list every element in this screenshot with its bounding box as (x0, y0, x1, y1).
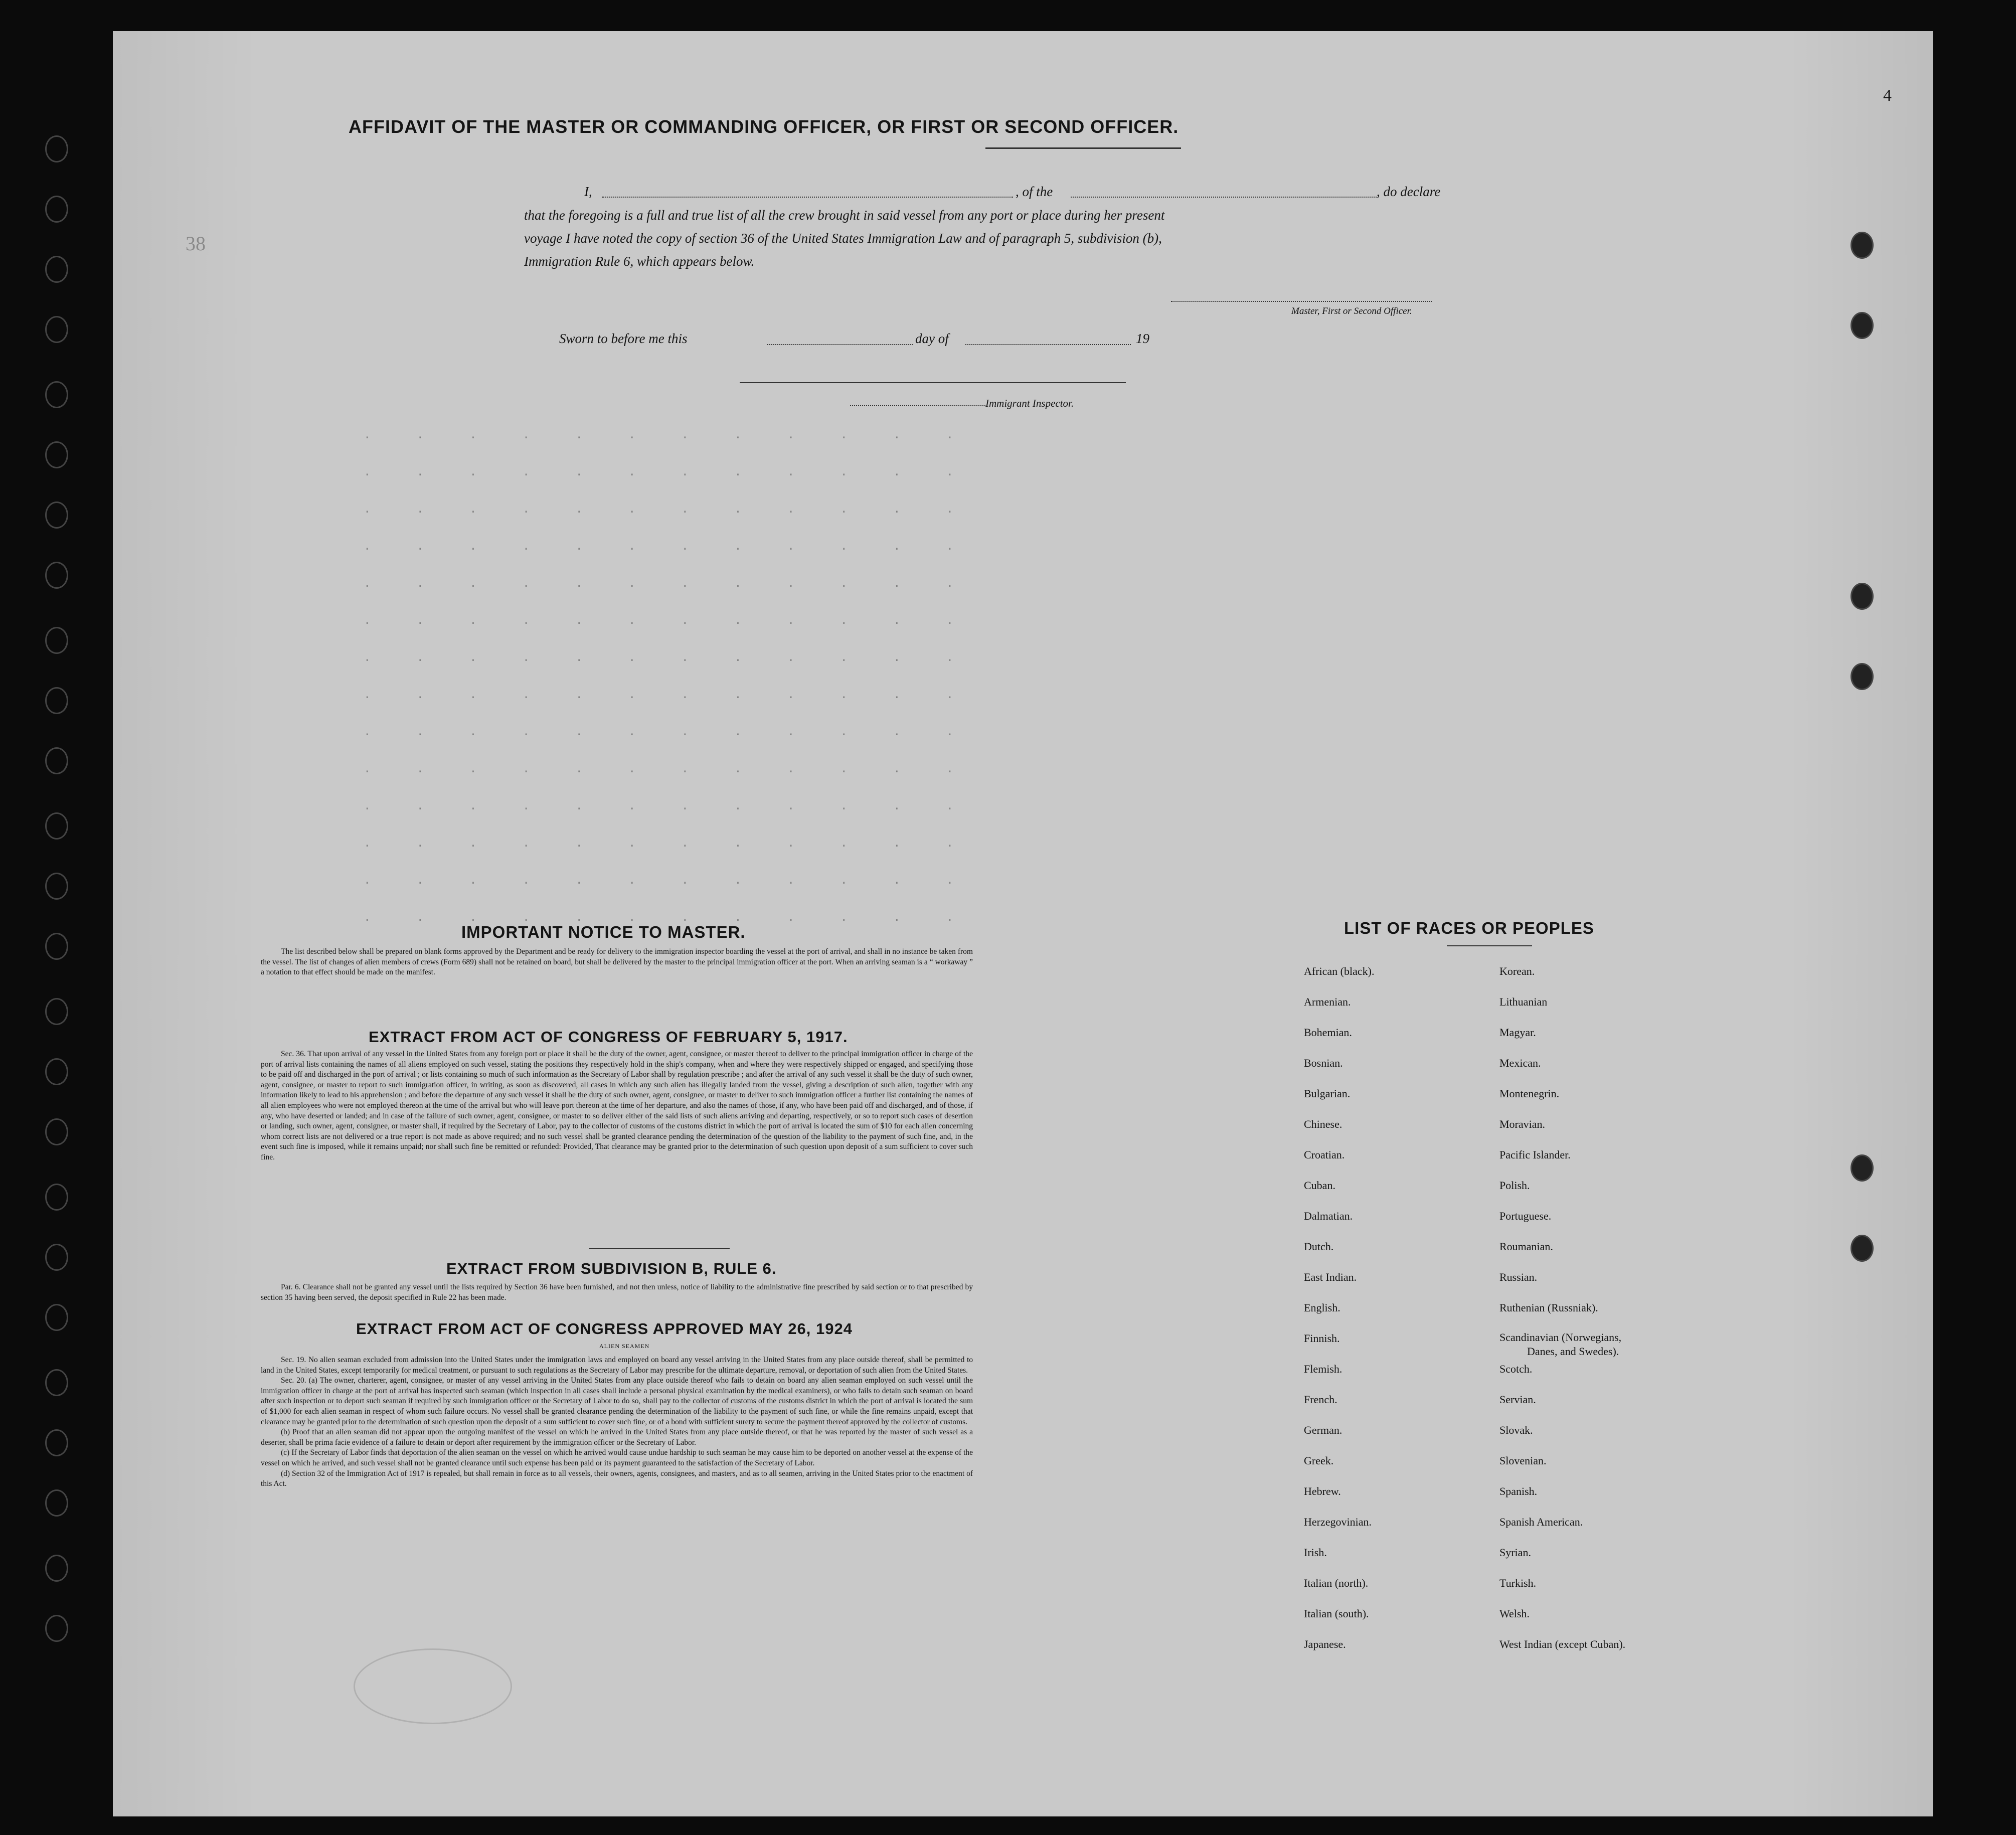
affidavit-of-the: , of the (1016, 184, 1053, 199)
race-entry: Syrian. (1499, 1546, 1531, 1559)
binder-hole (45, 256, 68, 283)
races-right-column (1499, 964, 1625, 1667)
binder-hole (45, 562, 68, 589)
race-entry: Irish. (1304, 1546, 1327, 1559)
binder-hole (45, 873, 68, 900)
binder-hole (45, 747, 68, 774)
binder-hole (45, 1184, 68, 1211)
race-entry: French. (1304, 1393, 1337, 1406)
binder-hole (45, 316, 68, 343)
extract-rule6-body (261, 1282, 973, 1303)
inspector-caption: Immigrant Inspector. (985, 397, 1074, 409)
alien-seamen-subtitle: ALIEN SEAMEN (599, 1343, 650, 1350)
race-entry: West Indian (except Cuban). (1499, 1638, 1626, 1650)
vessel-blank (1071, 197, 1377, 198)
sworn-year: 19 (1136, 331, 1149, 346)
section-divider (589, 1248, 730, 1249)
races-title: LIST OF RACES OR PEOPLES (1344, 919, 1594, 937)
par6-text: Par. 6. Clearance shall not be granted any vessel until the lists required by Section 36 have been furnished, and not then unless, notice of liability to the administrative fine prescribed by said section or to that prescribed by section 35 having been served, the deposit specified in Rule 22 has been made. (261, 1283, 973, 1302)
race-entry: Cuban. (1304, 1179, 1335, 1192)
binder-hole (45, 627, 68, 654)
race-entry: Italian (north). (1304, 1577, 1369, 1589)
signature-caption: Master, First or Second Officer. (1291, 306, 1412, 316)
race-entry: Mexican. (1499, 1057, 1541, 1069)
notice-text: The list described below shall be prepared on blank forms approved by the Department and be ready for delivery to the immigration inspector boarding the vessel at the port of arrival, and shall in no instance be taken from the vessel. The list of changes of alien members of crews (Form 689) shall not be retained on board, but shall be delivered by the master to the principal immigration officer at the port. When an arriving seaman is a “ workaway ” a notation to that effect should be made on the manifest. (261, 947, 973, 977)
race-entry: Lithuanian (1499, 995, 1548, 1008)
punch-hole (1851, 232, 1874, 259)
binder-hole (45, 196, 68, 223)
binder-hole (45, 933, 68, 960)
race-entry: English. (1304, 1301, 1340, 1314)
race-entry: Bulgarian. (1304, 1087, 1351, 1100)
punch-hole (1851, 1154, 1874, 1182)
race-entry: Armenian. (1304, 995, 1351, 1008)
race-entry: Russian. (1499, 1271, 1538, 1283)
race-entry: Turkish. (1499, 1577, 1537, 1589)
punch-hole (1851, 1235, 1874, 1262)
notice-title: IMPORTANT NOTICE TO MASTER. (461, 923, 746, 941)
extract-rule6-title: EXTRACT FROM SUBDIVISION B, RULE 6. (446, 1260, 777, 1277)
races-left-column (1304, 964, 1374, 1667)
race-entry: Welsh. (1499, 1607, 1530, 1620)
race-entry: Pacific Islander. (1499, 1148, 1571, 1161)
sec20c-text: (c) If the Secretary of Labor finds that deportation of the alien seaman on the vessel on which he arrived would cause undue hardship to such seaman he may cause him to be deported on another vessel at the expense of the vessel on which he arrived, and such vessel shall not be granted clearance until such expense has been paid or its payment guaranteed to the satisfaction of the Secretary of Labor. (261, 1448, 973, 1467)
sworn-prefix: Sworn to before me this (559, 331, 688, 346)
race-entry: Polish. (1499, 1179, 1530, 1192)
signature-line (1171, 301, 1432, 302)
binder-hole (45, 1555, 68, 1582)
race-entry: Finnish. (1304, 1332, 1340, 1345)
race-entry: Chinese. (1304, 1118, 1342, 1130)
notice-body (261, 947, 973, 978)
race-entry: Korean. (1499, 965, 1535, 977)
race-entry: Spanish. (1499, 1485, 1538, 1497)
affidavit-statement-1: that the foregoing is a full and true list of all the crew brought in said vessel from any port or place during her present (524, 208, 1165, 223)
binder-hole (45, 441, 68, 468)
race-entry: German. (1304, 1424, 1342, 1436)
divider-line (740, 382, 1126, 383)
sec20b-text: (b) Proof that an alien seaman did not appear upon the outgoing manifest of the vessel on which he arrived in the United States from any place outside thereof, or that he was reported by the master of such vessel as a deserter, shall be prima facie evidence of a failure to detain or deport after requirement by the immigration officer or the Secretary of Labor. (261, 1428, 973, 1447)
race-entry: African (black). (1304, 965, 1375, 977)
race-entry-continuation: Danes, and Swedes). (1527, 1345, 1619, 1358)
binder-hole (45, 1369, 68, 1396)
extract-1924-body (261, 1355, 973, 1489)
binder-hole (45, 1244, 68, 1271)
race-entry: Bosnian. (1304, 1057, 1343, 1069)
affidavit-statement-2: voyage I have noted the copy of section 36 of the United States Immigration Law and of paragraph 5, subdivision (b), (524, 231, 1162, 246)
race-entry: Servian. (1499, 1393, 1536, 1406)
sec36-text: Sec. 36. That upon arrival of any vessel in the United States from any foreign port or place it shall be the duty of the owner, agent, consignee, or master thereof to deliver to the principal immigration officer in charge of the port of arrival lists containing the names of all aliens employed on such vessel, stating the positions they respectively hold in the ship's company, when and where they were respectively shipped or engaged, and specifying those to be paid off and discharged in the port of arrival ; or lists containing so much of such information as the Secretary of Labor shall by regulation prescribe ; and after the arrival of any such vessel it shall be the duty of such owner, agent, consignee, or master to report to such immigration officer, in writing, as soon as discovered, all cases in which any such alien has illegally landed from the vessel, giving a description of such alien, together with any information likely to lead to his apprehension ; and before the departure of any such vessel it shall be the duty of such owner, agent, consignee, or master to deliver to such immigration officer a further list containing the names of all alien employees who were not employed thereon at the time of the arrival but who will leave port thereon at the time of her departure, and also the names of those, if any, who have been paid off and discharged, and of those, if any, who have deserted or landed; and in case of the failure of such owner, agent, consignee, or master to so deliver either of the said lists of such aliens arriving and departing, respectively, or so to report such cases of desertion or landing, such owner, agent, consignee, or master shall, if required by the Secretary of Labor, pay to the collector of customs of the customs district in which the port of arrival is located the sum of $10 for each alien concerning whom correct lists are not delivered or a true report is not made as above required; and no such vessel shall be granted clearance pending the determination of the question of the liability to the payment of such fine, and, in the event such fine is imposed, while it remains unpaid; nor shall such fine be remitted or refunded: Provided, That clearance may be granted prior to the determination of such question upon deposit of a sum sufficient to cover such fine. (261, 1050, 973, 1161)
race-entry: Roumanian. (1499, 1240, 1553, 1253)
race-entry: Montenegrin. (1499, 1087, 1560, 1100)
sec19-text: Sec. 19. No alien seaman excluded from admission into the United States under the immigration laws and employed on board any vessel arriving in the United States from any place outside thereof, shall be permitted to land in the United States, except temporarily for medical treatment, or pursuant to such regulations as the Secretary of Labor may prescribe for the ultimate departure, removal, or deportation of such alien from the United States. (261, 1356, 973, 1375)
faint-stamp (354, 1648, 512, 1724)
binder-hole (45, 1304, 68, 1331)
inspector-line (850, 405, 985, 406)
binder-hole (45, 687, 68, 714)
binder-hole (45, 1615, 68, 1642)
name-blank (602, 197, 1013, 198)
sworn-day-blank (767, 344, 913, 345)
race-entry: Portuguese. (1499, 1210, 1552, 1222)
race-entry: Magyar. (1499, 1026, 1536, 1039)
affidavit-title: AFFIDAVIT OF THE MASTER OR COMMANDING OFFICER, OR FIRST OR SECOND OFFICER. (349, 116, 1179, 137)
document-page (113, 31, 1933, 1816)
race-entry: Croatian. (1304, 1148, 1345, 1161)
binder-hole (45, 381, 68, 408)
affidavit-do-declare: , do declare (1377, 184, 1441, 199)
race-entry: Bohemian. (1304, 1026, 1352, 1039)
race-entry: Flemish. (1304, 1363, 1342, 1375)
affidavit-statement-3: Immigration Rule 6, which appears below. (524, 254, 755, 269)
sworn-day-of: day of (915, 331, 949, 346)
race-entry: East Indian. (1304, 1271, 1357, 1283)
binder-hole (45, 1058, 68, 1085)
binder-hole (45, 1118, 68, 1145)
race-entry: Scotch. (1499, 1363, 1533, 1375)
extract-1924-title: EXTRACT FROM ACT OF CONGRESS APPROVED MAY 26, 1924 (356, 1320, 853, 1338)
binder-hole (45, 998, 68, 1025)
race-entry: Scandinavian (Norwegians, (1499, 1331, 1622, 1344)
binder-hole (45, 502, 68, 529)
page-mark: 38 (186, 232, 206, 255)
race-entry: Moravian. (1499, 1118, 1546, 1130)
punch-hole (1851, 312, 1874, 339)
race-entry: Italian (south). (1304, 1607, 1369, 1620)
sec20d-text: (d) Section 32 of the Immigration Act of 1917 is repealed, but shall remain in force as to all vessels, their owners, agents, consignees, and masters, and as to all seamen, arriving in the United States prior to the enactment of this Act. (261, 1469, 973, 1488)
race-entry: Slovak. (1499, 1424, 1533, 1436)
binder-hole (45, 1489, 68, 1517)
extract-1917-title: EXTRACT FROM ACT OF CONGRESS OF FEBRUARY 5, 1917. (369, 1028, 848, 1046)
race-entry: Dutch. (1304, 1240, 1334, 1253)
race-entry: Slovenian. (1499, 1454, 1547, 1467)
race-entry: Dalmatian. (1304, 1210, 1353, 1222)
binder-hole (45, 1429, 68, 1456)
sec20a-text: Sec. 20. (a) The owner, charterer, agent, consignee, or master of any vessel arriving in the United States from any place outside thereof who fails to detain on board any alien seaman employed on such vessel until the immigration officer in charge at the port of arrival has inspected such seaman (which inspection in all cases shall include a personal physical examination by the medical examiners), or who fails to detain such seaman on board after such inspection or to deport such seaman if required by such immigration officer or the Secretary of Labor to do so, shall pay to the collector of customs of the customs district in which the port of arrival is located the sum of $1,000 for each alien seaman in respect of whom such failure occurs. No vessel shall be granted clearance pending the determination of the liability to the payment of such fine, or while the fine remains unpaid, except that clearance may be granted prior to the determination of such question upon the deposit of a sum sufficient to cover such fine, or of a bond with sufficient surety to secure the payment thereof approved by the collector of customs. (261, 1376, 973, 1426)
binder-hole (45, 812, 68, 840)
race-entry: Hebrew. (1304, 1485, 1341, 1497)
race-entry: Japanese. (1304, 1638, 1346, 1650)
affidavit-i: I, (584, 184, 592, 199)
bleed-through-entries: . . . . . . . . . . . . . . . . . . . . . . . . . . . . . . . . . . . . . . . . . . . . . . . . . . . . . . . . . . . . . . . . . . . . . . . . . . . . . . . . . . . . . . . . . . . . . . . . . . . . . . . . . . . . . . . . . . . . . . . . . . . . . . . . . . . . . . . . . . . . . . . . . . . . . . . . . . . . . . . . . . . . . . . . (364, 429, 960, 925)
title-underline (985, 147, 1181, 149)
binder-hole (45, 135, 68, 162)
race-entry: Spanish American. (1499, 1516, 1583, 1528)
race-entry: Ruthenian (Russniak). (1499, 1301, 1598, 1314)
races-underline (1447, 945, 1532, 946)
race-entry: Greek. (1304, 1454, 1334, 1467)
race-entry: Herzegovinian. (1304, 1516, 1372, 1528)
corner-mark: 4 (1883, 86, 1892, 105)
extract-1917-body (261, 1049, 973, 1163)
punch-hole (1851, 663, 1874, 690)
sworn-month-blank (965, 344, 1131, 345)
punch-hole (1851, 583, 1874, 610)
